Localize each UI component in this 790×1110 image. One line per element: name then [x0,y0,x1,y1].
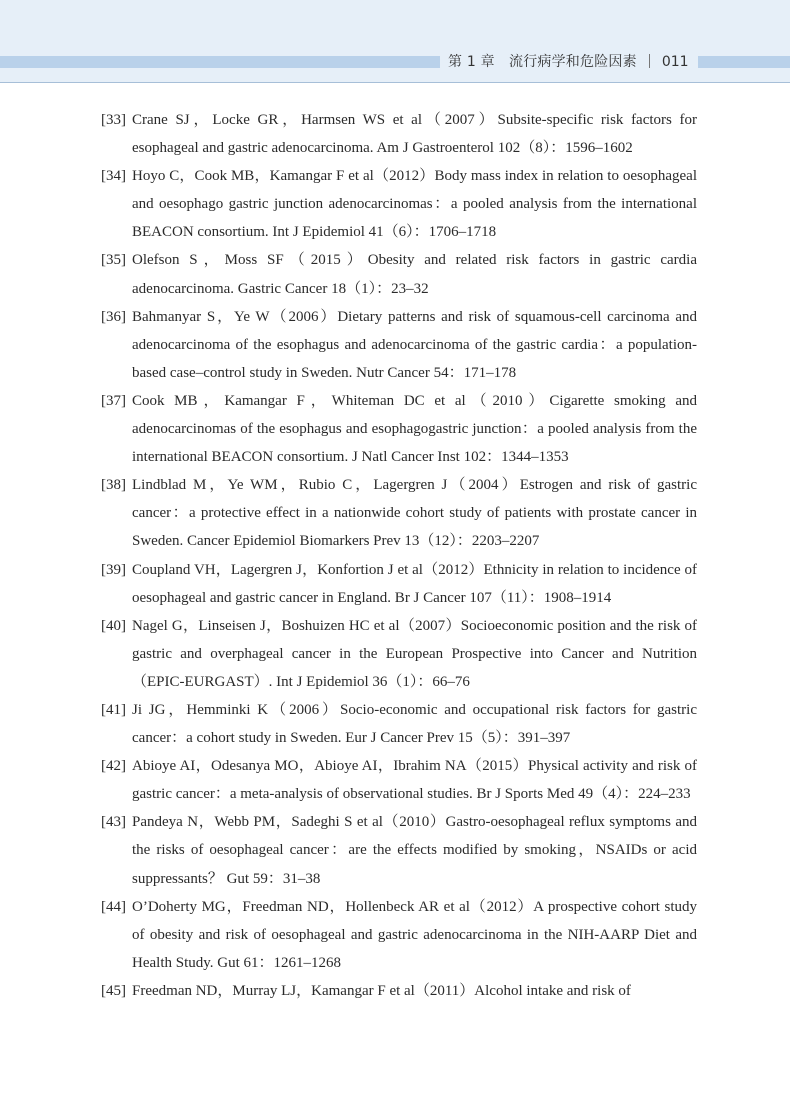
reference-item [101,893,697,977]
reference-number: [38] [101,477,126,494]
reference-text: Ji JG，Hemminki K（2006）Socio-economic and occupational risk factors for gastric cancer：a cohort study in Sweden. Eur J Cancer Prev 15（5）：391–397 [132,701,697,747]
header-rule [0,82,790,83]
reference-text: Cook MB，Kamangar F，Whiteman DC et al（2010）Cigarette smoking and adenocarcinomas of the esophagus and esophagogastric junction：a pooled analysis from the international BEACON consortium. J Natl Cancer Inst 102：1344–1353 [132,392,697,466]
reference-number: [45] [101,982,126,999]
reference-item [101,471,697,555]
reference-text: Hoyo C，Cook MB，Kamangar F et al（2012）Body mass index in relation to oesophageal and oesophago gastric junction adenocarcinomas：a pooled analysis from the international BEACON consortium. Int J Epidemiol 41（6）：1706–1718 [132,168,697,241]
reference-item [101,612,697,696]
reference-item [101,387,697,471]
reference-number: [37] [101,392,126,409]
reference-text: Freedman ND，Murray LJ，Kamangar F et al（2011）Alcohol intake and risk of [132,982,631,999]
reference-text: Bahmanyar S，Ye W（2006）Dietary patterns and risk of squamous-cell carcinoma and adenocarcinoma of the esophagus and adenocarcinoma of the gastric cardia：a population-based case–control study in Sweden. Nutr Cancer 54：171–178 [132,308,697,381]
reference-number: [40] [101,617,126,634]
reference-text: O’Doherty MG，Freedman ND，Hollenbeck AR et al（2012）A prospective cohort study of obesity and risk of oesophageal and gastric adenocarcinoma in the NIH-AARP Diet and Health Study. Gut 61：1261–1268 [132,898,697,971]
reference-list [101,106,697,1005]
header-accent-bar-left [0,56,440,68]
reference-number: [41] [101,701,126,718]
reference-number: [36] [101,308,126,325]
reference-number: [44] [101,898,126,915]
reference-number: [39] [101,561,126,578]
chapter-title: 第 1 章 流行病学和危险因素 [448,54,637,70]
reference-number: [34] [101,168,126,185]
header-accent-bar-right [698,56,790,68]
reference-number: [42] [101,758,126,775]
reference-text: Nagel G，Linseisen J，Boshuizen HC et al（2007）Socioeconomic position and the risk of gastric and overphageal cancer in the European Prospective into Cancer and Nutrition（EPIC-EURGAST）. Int J Epidemiol 36（1）：66–76 [132,617,697,690]
reference-item [101,696,697,752]
page-number: 011 [661,54,689,70]
reference-item [101,303,697,387]
reference-item [101,808,697,892]
reference-text: Crane SJ，Locke GR，Harmsen WS et al（2007）Subsite-specific risk factors for esophageal and gastric adenocarcinoma. Am J Gastroenterol 102（8）：1596–1602 [132,112,697,157]
reference-item [101,162,697,246]
reference-item [101,752,697,808]
reference-item [101,246,697,302]
reference-text: Lindblad M，Ye WM，Rubio C，Lagergren J（2004）Estrogen and risk of gastric cancer：a protective effect in a nationwide cohort study of patients with prostate cancer in Sweden. Cancer Epidemiol Biomarkers Prev 13（12）：2203–2207 [132,477,697,550]
header-divider [649,54,650,68]
reference-number: [33] [101,112,126,128]
reference-item [101,106,697,162]
reference-text: Olefson S，Moss SF（2015）Obesity and related risk factors in gastric cardia adenocarcinoma. Gastric Cancer 18（1）：23–32 [132,252,697,297]
reference-text: Pandeya N，Webb PM，Sadeghi S et al（2010）Gastro-oesophageal reflux symptoms and the risks of oesophageal cancer：are the effects modified by smoking，NSAIDs or acid suppressants？ Gut 59：31–38 [132,814,697,887]
reference-text: Abioye AI，Odesanya MO，Abioye AI，Ibrahim NA（2015）Physical activity and risk of gastric cancer：a meta-analysis of observational studies. Br J Sports Med 49（4）：224–233 [132,758,697,803]
reference-text: Coupland VH，Lagergren J，Konfortion J et al（2012）Ethnicity in relation to incidence of oesophageal and gastric cancer in England. Br J Cancer 107（11）：1908–1914 [132,561,697,606]
reference-number: [43] [101,814,126,831]
running-header [448,52,689,72]
reference-item [101,977,697,1005]
reference-number: [35] [101,252,126,269]
reference-item [101,556,697,612]
